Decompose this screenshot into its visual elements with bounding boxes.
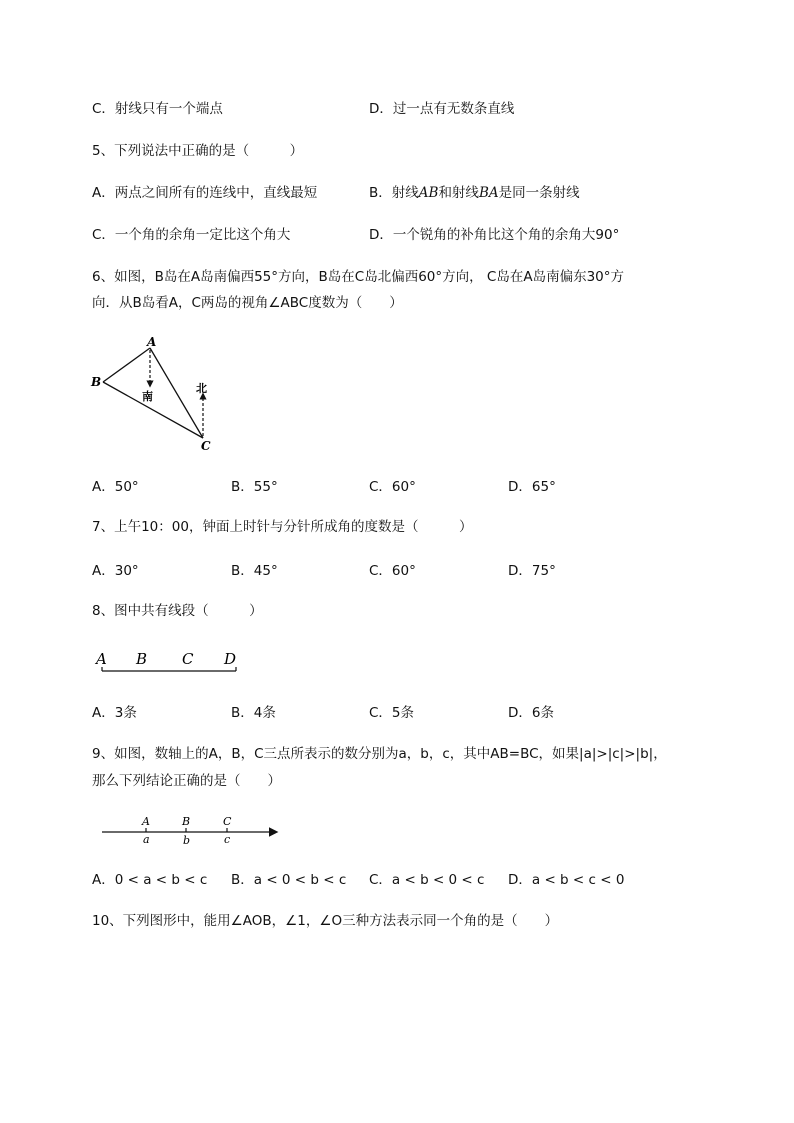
q4-option-c: C．射线只有一个端点 [92, 101, 223, 117]
q7-stem: 7、上午10：00，钟面上时针与分针所成角的度数是（ ） [92, 519, 473, 535]
label-a: A [96, 650, 107, 668]
q5-option-b: B．射线AB和射线BA是同一条射线 [369, 185, 580, 201]
label-a: A [147, 335, 157, 349]
q9-number-line-figure [98, 812, 284, 848]
q6-option-d: D．65° [508, 479, 556, 495]
q5-option-c: C．一个角的余角一定比这个角大 [92, 227, 291, 243]
q7-option-c: C．60° [369, 563, 416, 579]
q7-option-b: B．45° [231, 563, 278, 579]
q4-option-d: D．过一点有无数条直线 [369, 101, 515, 117]
q9-option-a: A．0 < a < b < c [92, 872, 208, 888]
q8-option-b: B．4条 [231, 705, 276, 721]
q9-option-c: C．a < b < 0 < c [369, 872, 485, 888]
q6-triangle-figure [88, 334, 228, 456]
label-south: 南 [142, 390, 153, 403]
label-a-upper: A [142, 815, 150, 828]
q5-stem: 5、下列说法中正确的是（ ） [92, 143, 304, 159]
q8-option-a: A．3条 [92, 705, 137, 721]
label-c: C [182, 650, 194, 668]
q7-option-a: A．30° [92, 563, 139, 579]
label-c-upper: C [223, 815, 232, 828]
label-north: 北 [196, 382, 207, 395]
q5-option-d: D．一个锐角的补角比这个角的余角大90° [369, 227, 620, 243]
label-b: B [91, 375, 102, 389]
q9-option-b: B．a < 0 < b < c [231, 872, 347, 888]
q8-option-c: C．5条 [369, 705, 415, 721]
q10-stem: 10、下列图形中，能用∠AOB，∠1，∠O三种方法表示同一个角的是（ ） [92, 913, 559, 929]
label-b-lower: b [183, 834, 191, 847]
q9-stem-line2: 那么下列结论正确的是（ ） [92, 773, 281, 789]
label-b: B [136, 650, 148, 668]
q8-segment-figure [90, 648, 250, 678]
q8-stem: 8、图中共有线段（ ） [92, 603, 263, 619]
q6-option-a: A．50° [92, 479, 139, 495]
q9-option-d: D．a < b < c < 0 [508, 872, 625, 888]
label-c: C [201, 439, 211, 453]
segment-bc [103, 382, 203, 438]
segment-ba [103, 348, 150, 382]
label-a-lower: a [143, 833, 150, 846]
label-b-upper: B [182, 815, 191, 828]
q8-option-d: D．6条 [508, 705, 554, 721]
q7-option-d: D．75° [508, 563, 556, 579]
label-c-lower: c [224, 833, 231, 846]
q9-stem-line1: 9、如图，数轴上的A，B，C三点所表示的数分别为a，b，c，其中AB=BC，如果|a|>|c|>|b|， [92, 746, 667, 762]
q5-option-a: A．两点之间所有的连线中，直线最短 [92, 185, 318, 201]
label-d: D [224, 650, 237, 668]
q6-option-c: C．60° [369, 479, 416, 495]
q6-option-b: B．55° [231, 479, 278, 495]
q6-stem-line1: 6、如图，B岛在A岛南偏西55°方向，B岛在C岛北偏西60°方向， C岛在A岛南偏东30°方 [92, 269, 625, 285]
q6-stem-line2: 向．从B岛看A，C两岛的视角∠ABC度数为（ ） [92, 295, 403, 311]
